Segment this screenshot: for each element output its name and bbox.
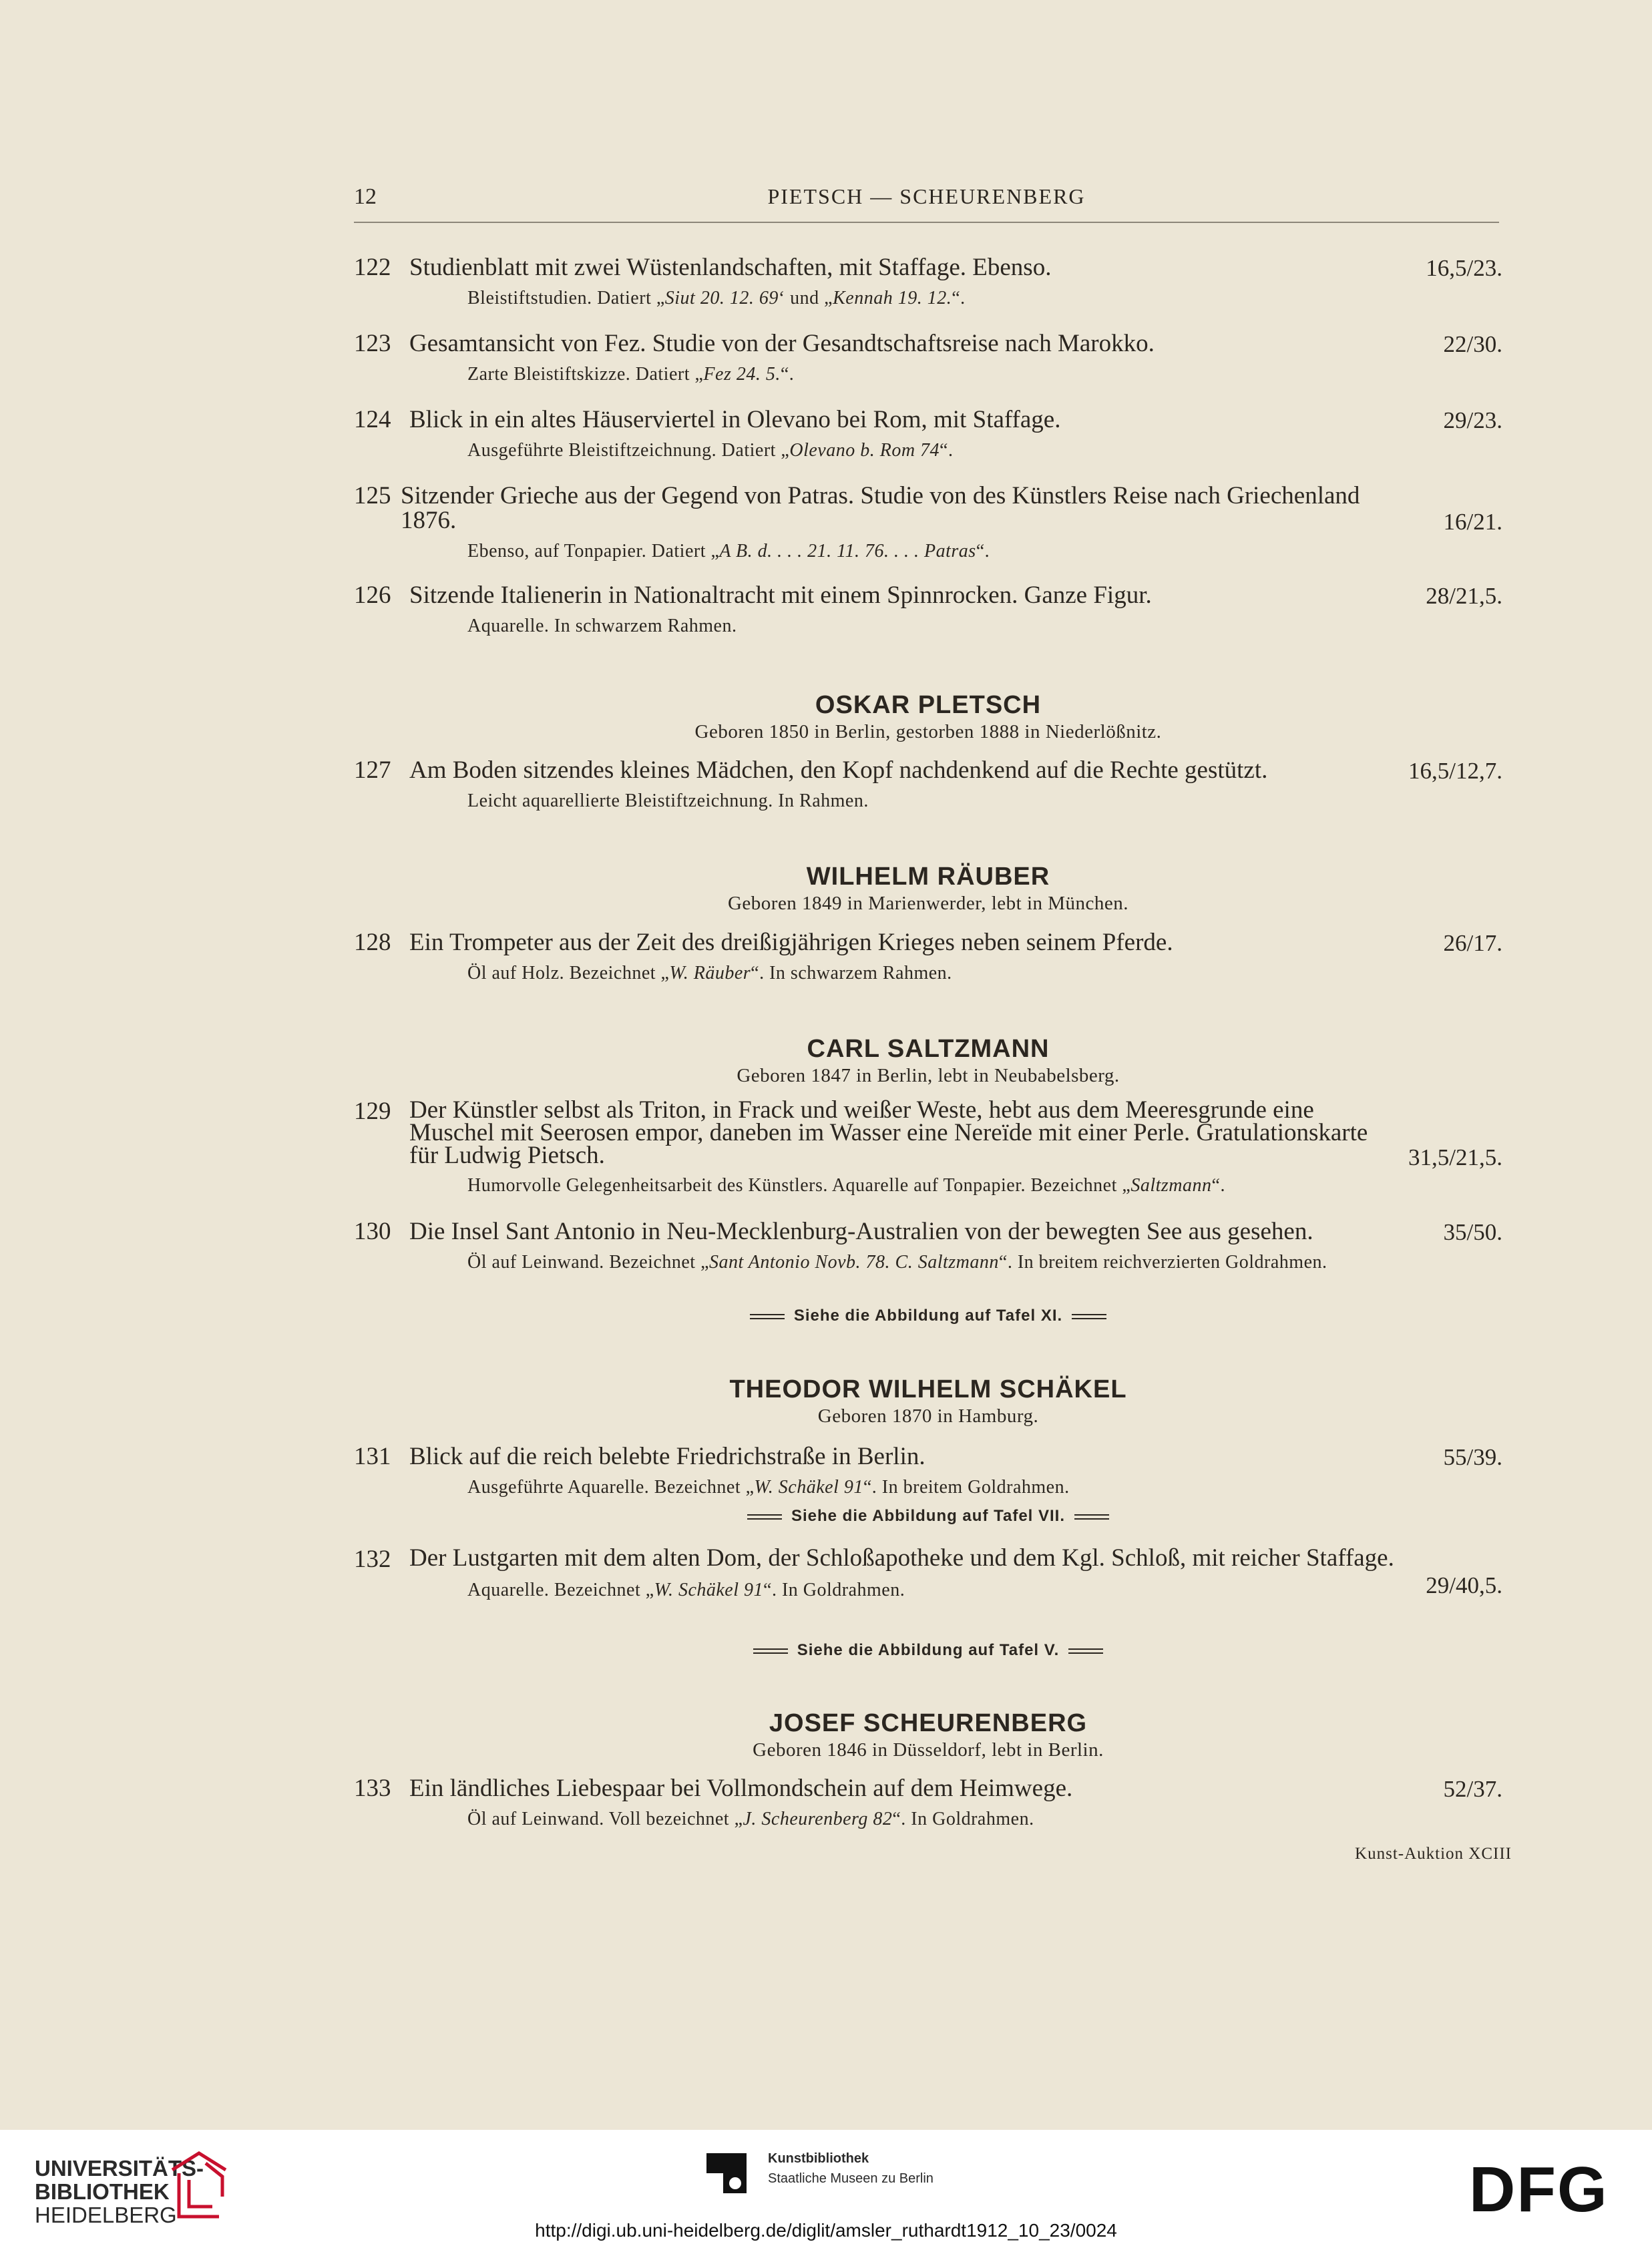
lot-title: Gesamtansicht von Fez. Studie von der Gesandtschaftsreise nach Marokko.	[409, 330, 1155, 357]
lot-number: 133	[354, 1775, 391, 1802]
artist-heading	[354, 863, 1502, 915]
catalog-entry	[354, 583, 1502, 638]
catalog-entry	[354, 930, 1502, 985]
double-rule-icon	[1072, 1314, 1106, 1319]
lot-description: Leicht aquarellierte Bleistiftzeichnung. In Rahmen.	[467, 791, 869, 811]
ub-heidelberg-logo-icon[interactable]	[166, 2143, 232, 2223]
lot-size: 22/30.	[1443, 331, 1502, 357]
catalog-entry	[354, 758, 1502, 813]
lot-number: 130	[354, 1218, 391, 1245]
artist-bio: Geboren 1870 in Hamburg.	[817, 1405, 1039, 1427]
artist-name: OSKAR PLETSCH	[815, 691, 1042, 719]
artist-name: THEODOR WILHELM SCHÄKEL	[729, 1375, 1127, 1403]
plate-reference: Siehe die Abbildung auf Tafel V.	[354, 1641, 1502, 1660]
lot-number: 127	[354, 756, 391, 784]
lot-size: 26/17.	[1443, 930, 1502, 956]
lot-size: 16/21.	[1443, 509, 1502, 535]
lot-number: 131	[354, 1443, 391, 1470]
lot-title: Der Lustgarten mit dem alten Dom, der Schloßapotheke und dem Kgl. Schloß, mit reicher Staffage.	[409, 1544, 1394, 1572]
lot-description: Bleistiftstudien. Datiert „Siut 20. 12. 69‘ und „Kennah 19. 12.“.	[467, 288, 966, 308]
lot-description: Zarte Bleistiftskizze. Datiert „Fez 24. 5.“.	[467, 364, 795, 385]
lot-description: Humorvolle Gelegenheitsarbeit des Künstlers. Aquarelle auf Tonpapier. Bezeichnet „Saltzmann“.	[467, 1175, 1225, 1196]
double-rule-icon	[750, 1314, 785, 1319]
artist-heading	[354, 691, 1502, 743]
lot-description: Öl auf Leinwand. Bezeichnet „Sant Antonio Novb. 78. C. Saltzmann“. In breitem reichverzierten Goldrahmen.	[467, 1252, 1327, 1273]
artist-bio: Geboren 1846 in Düsseldorf, lebt in Berlin.	[753, 1739, 1104, 1761]
lot-title: Der Künstler selbst als Triton, in Frack und weißer Weste, hebt aus dem Meeresgrunde eine Muschel mit Seerosen empor, daneben im Wasser eine Nereïde mit einer Perle. Gratulationskarte für Ludwig Pietsch.	[409, 1096, 1368, 1169]
lot-size: 28/21,5.	[1426, 583, 1502, 609]
catalog-entry	[354, 407, 1502, 463]
lot-title: Sitzende Italienerin in Nationaltracht mit einem Spinnrocken. Ganze Figur.	[409, 582, 1152, 609]
catalog-entry	[354, 331, 1502, 387]
artist-bio: Geboren 1850 in Berlin, gestorben 1888 in Niederlößnitz.	[694, 721, 1162, 742]
catalog-entry	[354, 1096, 1502, 1198]
lot-title: Studienblatt mit zwei Wüstenlandschaften, mit Staffage. Ebenso.	[409, 254, 1052, 281]
artist-name: CARL SALTZMANN	[807, 1035, 1050, 1063]
lot-number: 122	[354, 254, 391, 281]
lot-number: 129	[354, 1098, 391, 1125]
lot-number: 124	[354, 406, 391, 433]
lot-description: Aquarelle. In schwarzem Rahmen.	[467, 616, 737, 636]
artist-bio: Geboren 1847 in Berlin, lebt in Neubabelsberg.	[737, 1065, 1120, 1086]
lot-size: 29/23.	[1443, 407, 1502, 433]
catalog-entry	[354, 483, 1502, 564]
lot-description: Aquarelle. Bezeichnet „W. Schäkel 91“. In Goldrahmen.	[467, 1580, 905, 1600]
artist-name: JOSEF SCHEURENBERG	[769, 1709, 1088, 1737]
lot-description: Ausgeführte Aquarelle. Bezeichnet „W. Schäkel 91“. In breitem Goldrahmen.	[467, 1477, 1070, 1498]
catalog-entry	[354, 255, 1502, 310]
double-rule-icon	[747, 1514, 782, 1520]
lot-number: 128	[354, 929, 391, 956]
dfg-logo[interactable]: DFG	[1469, 2154, 1609, 2225]
plate-reference: Siehe die Abbildung auf Tafel VII.	[354, 1507, 1502, 1526]
lot-title: Ein Trompeter aus der Zeit des dreißigjährigen Krieges neben seinem Pferde.	[409, 929, 1173, 956]
lot-description: Öl auf Leinwand. Voll bezeichnet „J. Scheurenberg 82“. In Goldrahmen.	[467, 1809, 1034, 1829]
artist-heading	[354, 1035, 1502, 1087]
digitization-footer	[0, 2130, 1652, 2248]
lot-size: 31,5/21,5.	[1408, 1144, 1502, 1170]
signature-mark: Kunst-Auktion XCIII	[1355, 1845, 1512, 1863]
plate-reference: Siehe die Abbildung auf Tafel XI.	[354, 1307, 1502, 1325]
lot-size: 52/37.	[1443, 1776, 1502, 1802]
lot-size: 16,5/12,7.	[1408, 758, 1502, 784]
catalog-entry	[354, 1776, 1502, 1831]
artist-bio: Geboren 1849 in Marienwerder, lebt in München.	[727, 893, 1129, 914]
page-header	[354, 184, 1499, 223]
lot-title: Ein ländliches Liebespaar bei Vollmondschein auf dem Heimwege.	[409, 1775, 1073, 1802]
running-title: PIETSCH — SCHEURENBERG	[767, 184, 1086, 208]
kunstbibliothek-label[interactable]: Kunstbibliothek Staatliche Museen zu Berlin	[768, 2151, 934, 2186]
lot-title: Blick auf die reich belebte Friedrichstraße in Berlin.	[409, 1443, 925, 1470]
lot-title: Sitzender Grieche aus der Gegend von Patras. Studie von des Künstlers Reise nach Griechenland 1876.	[401, 482, 1360, 534]
double-rule-icon	[753, 1648, 788, 1654]
lot-size: 35/50.	[1443, 1219, 1502, 1245]
lot-description: Öl auf Holz. Bezeichnet „W. Räuber“. In schwarzem Rahmen.	[467, 963, 952, 983]
lot-size: 29/40,5.	[1426, 1572, 1502, 1598]
ub-heidelberg-label[interactable]: UNIVERSITÄTS- BIBLIOTHEK HEIDELBERG	[35, 2156, 204, 2227]
page-number: 12	[354, 184, 377, 209]
kunstbibliothek-logo-icon[interactable]	[703, 2150, 750, 2197]
lot-number: 125	[354, 482, 391, 509]
lot-size: 55/39.	[1443, 1444, 1502, 1470]
permalink-url[interactable]: http://digi.ub.uni-heidelberg.de/diglit/amsler_ruthardt1912_10_23/0024	[535, 2220, 1117, 2241]
double-rule-icon	[1068, 1648, 1103, 1654]
artist-heading	[354, 1375, 1502, 1427]
lot-number: 123	[354, 330, 391, 357]
lot-size: 16,5/23.	[1426, 255, 1502, 281]
lot-description: Ausgeführte Bleistiftzeichnung. Datiert „Olevano b. Rom 74“.	[467, 440, 954, 461]
lot-number: 132	[354, 1546, 391, 1573]
double-rule-icon	[1074, 1514, 1109, 1520]
lot-number: 126	[354, 582, 391, 609]
catalog-entry	[354, 1219, 1502, 1275]
catalog-entry	[354, 1544, 1502, 1602]
catalog-entry	[354, 1444, 1502, 1500]
lot-title: Die Insel Sant Antonio in Neu-Mecklenburg-Australien von der bewegten See aus gesehen.	[409, 1218, 1313, 1245]
artist-heading	[354, 1709, 1502, 1761]
artist-name: WILHELM RÄUBER	[806, 863, 1050, 891]
lot-description: Ebenso, auf Tonpapier. Datiert „A B. d. . . . 21. 11. 76. . . . Patras“.	[467, 541, 990, 561]
lot-title: Am Boden sitzendes kleines Mädchen, den Kopf nachdenkend auf die Rechte gestützt.	[409, 756, 1268, 784]
lot-title: Blick in ein altes Häuserviertel in Olevano bei Rom, mit Staffage.	[409, 406, 1061, 433]
